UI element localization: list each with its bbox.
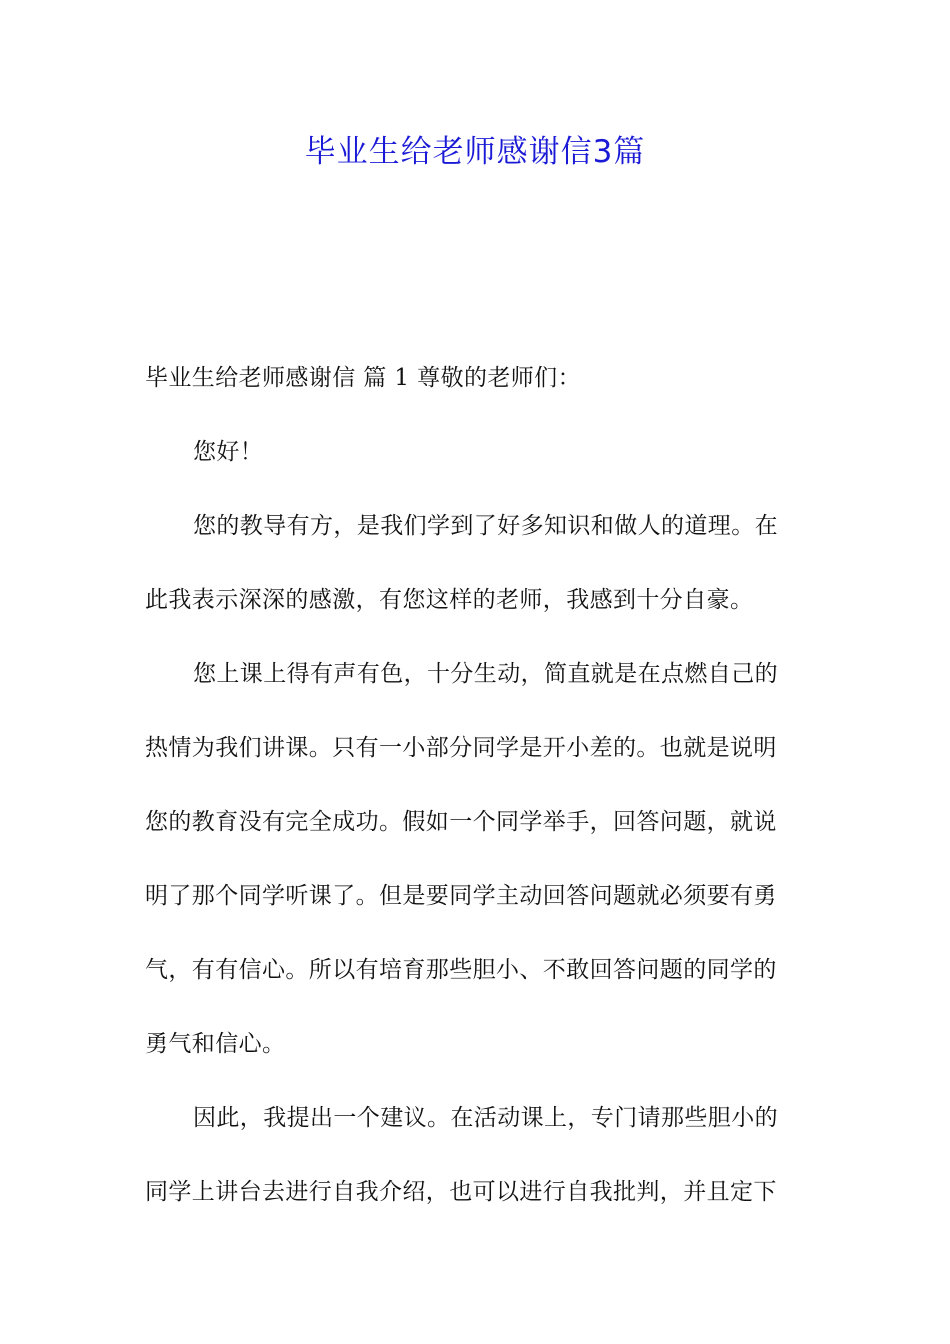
paragraph-line: 此我表示深深的感激，有您这样的老师，我感到十分自豪。 bbox=[145, 587, 754, 613]
letter-heading bbox=[145, 341, 805, 415]
paragraph-line: 热情为我们讲课。只有一小部分同学是开小差的。也就是说明 bbox=[145, 735, 777, 761]
paragraph-line: 您的教育没有完全成功。假如一个同学举手，回答问题，就说 bbox=[145, 809, 777, 835]
paragraph-line: 您上课上得有声有色，十分生动，简直就是在点燃自己的 bbox=[193, 661, 778, 687]
paragraph-line: 勇气和信心。 bbox=[145, 1031, 286, 1057]
paragraph-2 bbox=[145, 637, 805, 1081]
paragraph-1 bbox=[145, 489, 805, 637]
paragraph-line: 您的教导有方，是我们学到了好多知识和做人的道理。在 bbox=[193, 513, 778, 539]
paragraph-3 bbox=[145, 1081, 805, 1229]
document-body bbox=[145, 341, 805, 1229]
letter-heading-line: 毕业生给老师感谢信 篇 1 尊敬的老师们： bbox=[145, 365, 581, 391]
letter-greeting bbox=[145, 415, 805, 489]
paragraph-line: 同学上讲台去进行自我介绍，也可以进行自我批判，并且定下 bbox=[145, 1179, 777, 1205]
paragraph-line: 明了那个同学听课了。但是要同学主动回答问题就必须要有勇 bbox=[145, 883, 777, 909]
document-title: 毕业生给老师感谢信3篇 bbox=[304, 134, 646, 170]
paragraph-line: 气，有有信心。所以有培育那些胆小、不敢回答问题的同学的 bbox=[145, 957, 777, 983]
greeting-line: 您好！ bbox=[193, 439, 264, 465]
paragraph-line: 因此，我提出一个建议。在活动课上，专门请那些胆小的 bbox=[193, 1105, 778, 1131]
